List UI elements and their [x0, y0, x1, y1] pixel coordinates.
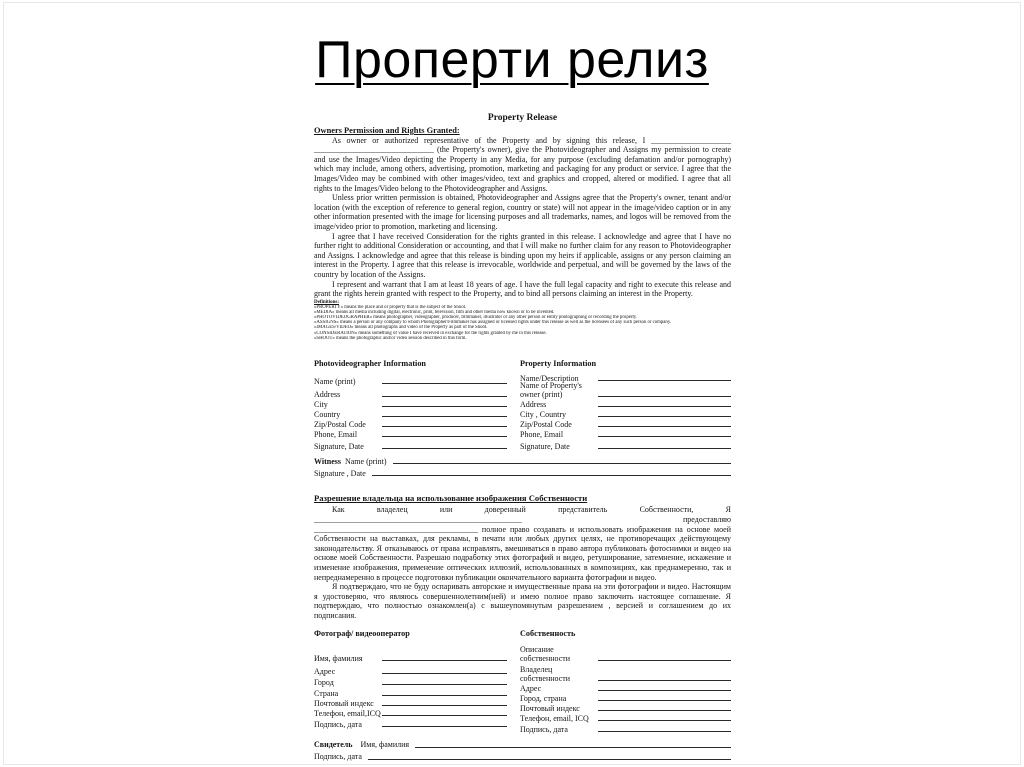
- signature-line: [382, 684, 507, 685]
- russian-paragraph-confirmation: Я подтверждаю, что не буду оспаривать авторские и имущественные права на эти фотографии и видео. Настоящим я удостоверяю, что являюсь совершеннолетним(ней) и имею полное право заключить настоящее соглашение. Я подтверждаю, что полностью ознакомлен(а) с вышеупомянутым разрешением , версией и соглашением до их подписания.: [314, 582, 731, 620]
- field-row-name: [314, 644, 507, 663]
- field-label: Name/Description: [520, 374, 579, 384]
- definition-photovideographer: «PHOTOVIDEOGRAPHER» means photographer, videographer, producer, filmmaker, illustrator or any other person or entity photographing or recording the property.: [314, 315, 638, 321]
- signature-line: [372, 475, 731, 476]
- field-label: Описание собственности: [520, 645, 571, 664]
- photovideographer-info-header: Photovideographer Information: [314, 358, 426, 368]
- witness-name-row: [314, 454, 731, 466]
- field-label: Name (print): [314, 377, 356, 387]
- field-row-phone-email: [520, 429, 731, 439]
- signature-line: [382, 436, 507, 437]
- signature-line: [382, 660, 507, 661]
- russian-section-heading: Разрешение владельца на использование изображения Собственности: [314, 493, 588, 504]
- field-row-address: [520, 399, 731, 409]
- field-label: Почтовый индекс: [314, 699, 374, 709]
- witness-name-label-ru: Имя, фамилия: [360, 740, 410, 750]
- field-label: Страна: [314, 689, 339, 699]
- form-russian: [314, 629, 731, 734]
- signature-line: [598, 426, 731, 427]
- photographer-header-ru: Фотограф/ видеооператор: [314, 629, 410, 639]
- section-heading-owners-permission: Owners Permission and Rights Granted:: [314, 126, 460, 135]
- field-row-owner-name: [520, 383, 731, 399]
- signature-line: [598, 436, 731, 437]
- paragraph-consideration: I agree that I have received Consideration for the rights granted in this release. I acknowledge and agree that I have no further right to additional Consideration or accounting, and that I will make no further claim for any reason to Photovideographer and Assigns. I acknowledge and agree that this release is binding upon my heirs if applicable, assigns or any person claiming an interest in the Property. I agree that this release is irrevocable, worldwide and perpetual, and will be governed by the laws of the country by location of the Assigns.: [314, 231, 731, 279]
- signature-line: [598, 416, 731, 417]
- field-label: Signature, Date: [520, 442, 570, 452]
- signature-line: [598, 731, 731, 732]
- signature-line: [382, 673, 507, 674]
- definition-assigns: «ASSIGNS» means a person or any company to whom Photographer/Filmmaker has assigned or licensed rights under this release as well as the licensees of any such person or company.: [314, 320, 672, 326]
- signature-line: [598, 380, 731, 381]
- field-row-address: [520, 683, 731, 693]
- definitions-list: [314, 305, 731, 341]
- signature-line: [598, 406, 731, 407]
- field-label: Город: [314, 678, 334, 688]
- field-label: Владелец собственности: [520, 665, 571, 684]
- field-row-signature-date: [520, 723, 731, 734]
- field-row-city: [314, 676, 507, 687]
- field-row-phone-email: [314, 429, 507, 439]
- paragraph-age-warranty: I represent and warrant that I am at least 18 years of age. I have the full legal capacity and right to execute this release and grant the rights herein granted with respect to the Property, and to bind all persons claiming an interest in the Property.: [314, 279, 731, 299]
- field-label: Адрес: [520, 684, 542, 694]
- field-label: Подпись, дата: [314, 720, 362, 730]
- field-label: Почтовый индекс: [520, 704, 580, 714]
- field-row-zip: [314, 419, 507, 429]
- witness-name-row-ru: [314, 738, 731, 750]
- field-label: Имя, фамилия: [314, 654, 363, 664]
- definition-media: «MEDIA» means all media including digital, electronic, print, television, film and other media now known or to be invented.: [314, 310, 555, 316]
- field-label: Zip/Postal Code: [314, 420, 366, 430]
- definition-property: «PROPERTY» means the place and or property that is the subject of the Shoot.: [314, 305, 467, 311]
- signature-line: [382, 383, 507, 384]
- signature-line: [382, 426, 507, 427]
- signature-line: [382, 715, 507, 716]
- definition-shoot: «SHOOT» means the photographic and/or video session described in this form.: [314, 335, 467, 341]
- signature-line: [598, 660, 731, 661]
- property-info-header: Property Information: [520, 358, 597, 368]
- field-row-signature-date: [314, 718, 507, 729]
- field-label: Zip/Postal Code: [520, 420, 572, 430]
- field-label: Signature, Date: [314, 442, 364, 452]
- signature-line: [598, 680, 731, 681]
- signature-line: [415, 747, 731, 748]
- signature-line: [393, 463, 731, 464]
- field-label: Адрес: [314, 667, 336, 677]
- signature-line: [598, 720, 731, 721]
- signature-line: [382, 448, 507, 449]
- witness-signature-label-ru: Подпись, дата: [314, 752, 362, 762]
- document-title: Property Release: [487, 113, 558, 123]
- field-row-city-country: [520, 693, 731, 703]
- witness-signature-row-ru: [314, 750, 731, 762]
- field-row-name: [314, 373, 507, 386]
- field-row-city: [314, 399, 507, 409]
- property-info-column: [520, 359, 731, 452]
- signature-line: [382, 406, 507, 407]
- field-row-city-country: [520, 409, 731, 419]
- field-row-phone-email-icq: [314, 708, 507, 718]
- property-column-ru: [520, 629, 731, 734]
- field-label: Name of Property's owner (print): [520, 381, 582, 400]
- signature-line: [382, 695, 507, 696]
- witness-word: Witness: [314, 456, 341, 466]
- photographer-column-ru: [314, 629, 507, 734]
- field-row-phone-email-icq: [520, 713, 731, 723]
- witness-signature-label: Signature , Date: [314, 468, 366, 478]
- paragraph-privacy: Unless prior written permission is obtained, Photovideographer and Assigns agree that the Property's owner, tenant and/or location (with the exception of reference to general region, country or state) will not appear in the image/video caption or in any other information presented with the image for licensing purposes and all trademarks, names, and logos will be removed from the image/video prior to promotion, marketing and licensing.: [314, 193, 731, 231]
- field-label: Город, страна: [520, 694, 567, 704]
- signature-line: [598, 448, 731, 449]
- witness-name-label: Name (print): [344, 456, 387, 466]
- signature-line: [598, 396, 731, 397]
- signature-line: [382, 726, 507, 727]
- slide-title: Проперти релиз: [315, 31, 709, 89]
- field-row-address: [314, 663, 507, 676]
- field-row-country: [314, 409, 507, 419]
- field-row-zip: [520, 419, 731, 429]
- definition-consideration: «CONSIDERATION» means something of value I have received in exchange for the rights granted by me in this release.: [314, 330, 547, 336]
- signature-line: [598, 710, 731, 711]
- witness-word-ru: Свидетель: [314, 740, 353, 750]
- definition-imagesvideo: «IMAGES/VIDEO» means all photographs and video of the Property as part of the Shoot.: [314, 325, 488, 331]
- signature-line: [598, 690, 731, 691]
- field-label: Phone, Email: [520, 430, 564, 440]
- field-row-property-description: [520, 644, 731, 663]
- form-english: [314, 359, 731, 452]
- field-row-signature-date: [520, 439, 731, 451]
- signature-line: [382, 705, 507, 706]
- field-row-postal-code: [314, 698, 507, 708]
- field-row-property-owner: [520, 663, 731, 683]
- definitions-label: Definitions:: [314, 299, 339, 305]
- property-release-document: [314, 113, 731, 762]
- field-label: Address: [520, 400, 547, 410]
- signature-line: [382, 416, 507, 417]
- field-label: Country: [314, 410, 341, 420]
- field-row-address: [314, 386, 507, 399]
- field-row-signature-date: [314, 439, 507, 451]
- field-label: City: [314, 400, 328, 410]
- signature-line: [368, 759, 731, 760]
- field-label: Подпись, дата: [520, 725, 568, 735]
- witness-signature-row: [314, 466, 731, 478]
- property-header-ru: Собственность: [520, 629, 576, 639]
- field-row-country: [314, 687, 507, 698]
- field-label: Телефон, email, ICQ: [520, 714, 589, 724]
- field-label: City , Country: [520, 410, 567, 420]
- paragraph-permission: As owner or authorized representative of the Property and by signing this release, I ____________________ ______________________________ (the Property's owner), give the Photovideographer and Assigns my permission to create and use the Images/Video depicting the Property in any Media, for any purpose (excluding defamation and/or pornography) which may include, among others, advertising, promotion, marketing and packaging for any product or service. I agree that the Images/Video may be combined with other images/video, text and graphics and cropped, altered or modified. I agree that all rights to the Images/Video belong to the Photovideographer and Assigns.: [314, 135, 731, 193]
- photovideographer-info-column: [314, 359, 507, 452]
- field-label: Address: [314, 390, 341, 400]
- field-label: Телефон, email,ICQ: [314, 709, 381, 719]
- signature-line: [598, 700, 731, 701]
- field-label: Phone, Email: [314, 430, 358, 440]
- russian-paragraph-permission: Как владелец или доверенный представитель Собственности, Я ____________________________________________________ предоставляю _________________________________________ полное право создавать и использовать изображения на основе моей Собственности на выставках, для рекламы, в печати или любых других целях, не противоречащих действующему законодательству. Я отказываюсь от права исправлять, вмешиваться в право автора публиковать фотоснимки и видео на основе моей Собственности. Разрешаю подработку этих фотографий и видео, ретуширование, затемнение, искажение и изменение изображения, применение оптических иллюзий, использованных в композициях, как преднамеренно, так и непреднамеренно в процессе подготовки публикации окончательного варианта фотографии и видео.: [314, 505, 731, 582]
- signature-line: [382, 396, 507, 397]
- field-row-postal-code: [520, 703, 731, 713]
